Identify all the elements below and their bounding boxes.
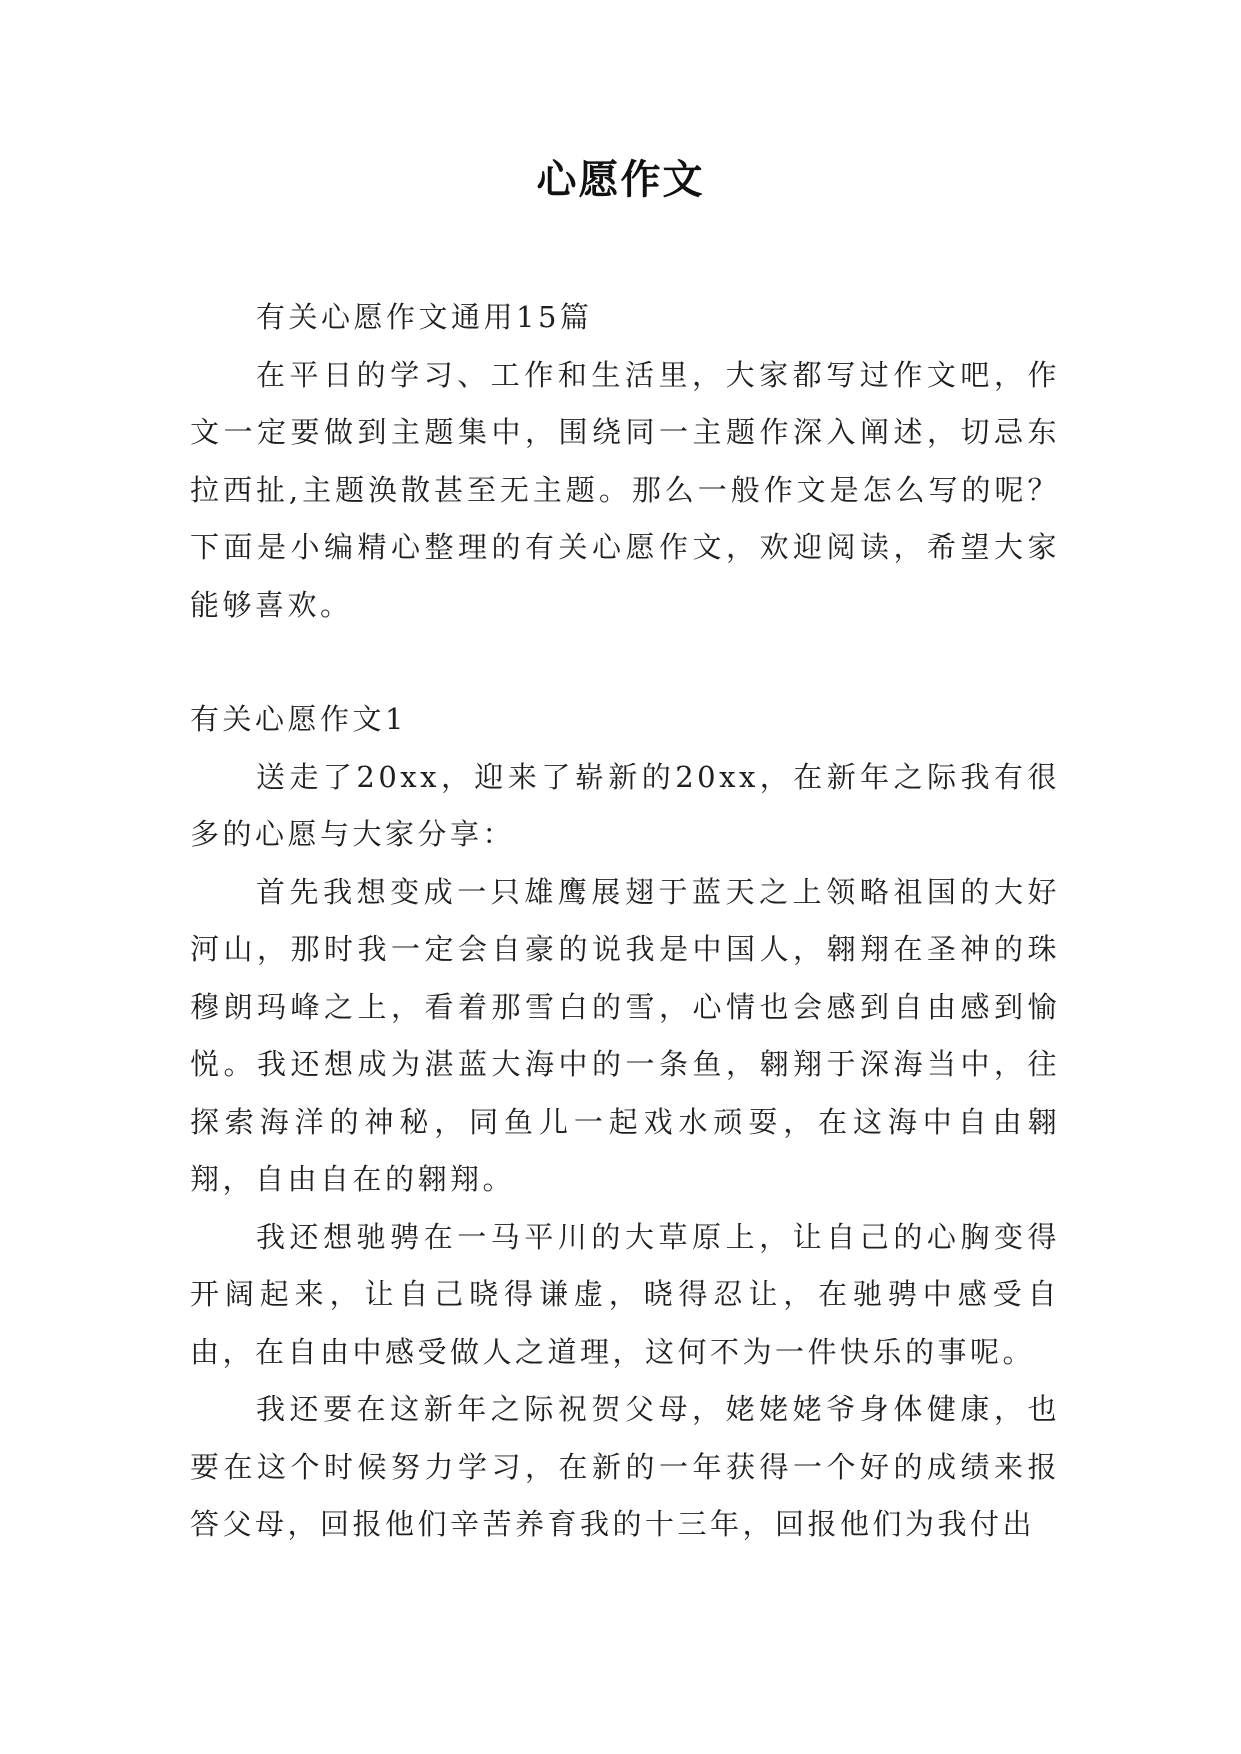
body-paragraph: 我还要在这新年之际祝贺父母，姥姥姥爷身体健康，也要在这个时候努力学习，在新的一年获得一个好的成绩来报答父母，回报他们辛苦养育我的十三年，回报他们为我付出: [190, 1392, 1060, 1541]
document-title: 心愿作文: [536, 157, 705, 203]
body-paragraph: 送走了20xx，迎来了崭新的20xx，在新年之际我有很多的心愿与大家分享：: [190, 759, 1060, 851]
document-body: [190, 289, 1060, 1554]
section-heading: 有关心愿作文1: [190, 702, 407, 736]
body-paragraph: 首先我想变成一只雄鹰展翅于蓝天之上领略祖国的大好河山，那时我一定会自豪的说我是中国人，翱翔在圣神的珠穆朗玛峰之上，看着那雪白的雪，心情也会感到自由感到愉悦。我还想成为湛蓝大海中的一条鱼，翱翔于深海当中，往探索海洋的神秘，同鱼儿一起戏水顽耍，在这海中自由翱翔，自由自在的翱翔。: [190, 874, 1060, 1196]
intro-paragraph: 在平日的学习、工作和生活里，大家都写过作文吧，作文一定要做到主题集中，围绕同一主题作深入阐述，切忌东拉西扯,主题涣散甚至无主题。那么一般作文是怎么写的呢？下面是小编精心整理的有关心愿作文，欢迎阅读，希望大家能够喜欢。: [190, 357, 1060, 622]
section-spacer: [190, 634, 1060, 691]
subtitle-line: 有关心愿作文通用15篇: [256, 300, 593, 334]
body-paragraph: 我还想驰骋在一马平川的大草原上，让自己的心胸变得开阔起来，让自己晓得谦虚，晓得忍让，在驰骋中感受自由，在自由中感受做人之道理，这何不为一件快乐的事呢。: [190, 1219, 1060, 1369]
